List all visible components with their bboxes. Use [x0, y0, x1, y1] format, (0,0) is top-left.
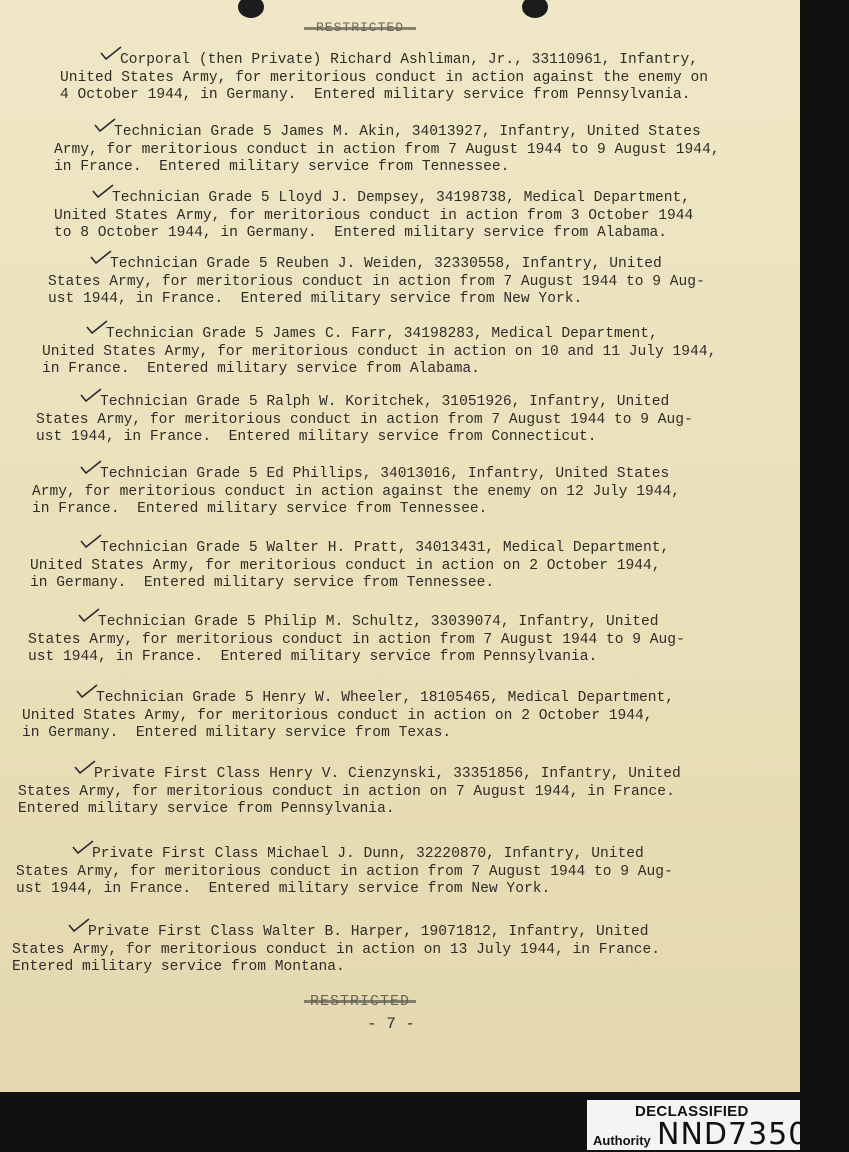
- citation-entry: [22, 690, 674, 743]
- citation-entry: [54, 124, 720, 177]
- citation-entry: [16, 846, 673, 899]
- page-number: - 7 -: [366, 1015, 415, 1033]
- citation-entry: [32, 466, 680, 519]
- classification-header: [308, 20, 412, 35]
- declassification-stamp: [587, 1100, 849, 1152]
- citation-line: to 8 October 1944, in Germany. Entered military service from Alabama.: [54, 225, 668, 242]
- check-mark-icon: [80, 460, 102, 474]
- citation-line: Technician Grade 5 Lloyd J. Dempsey, 34198738, Medical Department,: [112, 190, 691, 206]
- citation-line: Technician Grade 5 Ed Phillips, 34013016, Infantry, United States: [100, 466, 670, 482]
- punch-hole-right: [522, 0, 548, 18]
- check-mark-icon: [86, 320, 108, 334]
- citation-line: ust 1944, in France. Entered military service from Connecticut.: [36, 429, 597, 446]
- authority-label: Authority: [593, 1133, 651, 1148]
- classification-footer: [308, 993, 412, 1010]
- citation-line: United States Army, for meritorious conduct in action against the enemy on: [60, 69, 709, 86]
- citation-line: ust 1944, in France. Entered military service from New York.: [16, 881, 551, 898]
- punch-hole-left: [238, 0, 264, 18]
- check-mark-icon: [72, 840, 94, 854]
- strike-bar: [304, 1000, 416, 1003]
- citation-line: in Germany. Entered military service from Texas.: [22, 725, 452, 742]
- citation-line: ust 1944, in France. Entered military service from Pennsylvania.: [28, 649, 598, 666]
- citation-line: States Army, for meritorious conduct in action from 7 August 1944 to 9 Aug-: [28, 631, 685, 648]
- citation-line: States Army, for meritorious conduct in action from 7 August 1944 to 9 Aug-: [48, 273, 705, 290]
- citation-entry: [28, 614, 685, 667]
- citation-line: in France. Entered military service from Alabama.: [42, 361, 480, 378]
- check-mark-icon: [78, 608, 100, 622]
- citation-entry: [48, 256, 705, 309]
- check-mark-icon: [80, 388, 102, 402]
- citation-line: Private First Class Henry V. Cienzynski, 33351856, Infantry, United: [94, 766, 681, 782]
- declassified-title: DECLASSIFIED: [635, 1103, 749, 1120]
- citation-line: States Army, for meritorious conduct in action from 7 August 1944 to 9 Aug-: [36, 411, 693, 428]
- check-mark-icon: [92, 184, 114, 198]
- citation-line: United States Army, for meritorious conduct in action from 3 October 1944: [54, 207, 694, 224]
- citation-entry: [30, 540, 669, 593]
- citation-line: Private First Class Michael J. Dunn, 32220870, Infantry, United: [92, 846, 644, 862]
- citation-line: States Army, for meritorious conduct in action on 7 August 1944, in France.: [18, 783, 675, 800]
- citation-line: in France. Entered military service from Tennessee.: [32, 501, 488, 518]
- strike-bar: [304, 27, 416, 30]
- check-mark-icon: [90, 250, 112, 264]
- citation-line: Technician Grade 5 James C. Farr, 34198283, Medical Department,: [106, 326, 658, 342]
- citation-line: in Germany. Entered military service from Tennessee.: [30, 575, 495, 592]
- check-mark-icon: [68, 918, 90, 932]
- citation-line: Corporal (then Private) Richard Ashliman, Jr., 33110961, Infantry,: [120, 52, 699, 68]
- citation-entry: [42, 326, 716, 379]
- citation-entry: [60, 52, 708, 105]
- check-mark-icon: [94, 118, 116, 132]
- citation-entry: [18, 766, 681, 819]
- check-mark-icon: [76, 684, 98, 698]
- citation-line: United States Army, for meritorious conduct in action on 2 October 1944,: [30, 557, 661, 574]
- citation-line: Entered military service from Montana.: [12, 959, 345, 976]
- citation-entry: [36, 394, 693, 447]
- check-mark-icon: [80, 534, 102, 548]
- citation-line: Army, for meritorious conduct in action from 7 August 1944 to 9 August 1944,: [54, 141, 720, 158]
- citation-line: Entered military service from Pennsylvania.: [18, 801, 395, 818]
- citation-line: ust 1944, in France. Entered military service from New York.: [48, 291, 583, 308]
- citation-line: in France. Entered military service from Tennessee.: [54, 159, 510, 176]
- citation-line: 4 October 1944, in Germany. Entered military service from Pennsylvania.: [60, 87, 691, 104]
- citation-entry: [12, 924, 660, 977]
- check-mark-icon: [100, 46, 122, 60]
- citation-line: Technician Grade 5 Walter H. Pratt, 34013431, Medical Department,: [100, 540, 670, 556]
- citation-line: Technician Grade 5 Reuben J. Weiden, 32330558, Infantry, United: [110, 256, 662, 272]
- citation-line: Technician Grade 5 Philip M. Schultz, 33039074, Infantry, United: [98, 614, 659, 630]
- citation-line: Private First Class Walter B. Harper, 19071812, Infantry, United: [88, 924, 649, 940]
- check-mark-icon: [74, 760, 96, 774]
- citation-line: Technician Grade 5 Ralph W. Koritchek, 31051926, Infantry, United: [100, 394, 670, 410]
- citation-line: United States Army, for meritorious conduct in action on 10 and 11 July 1944,: [42, 343, 717, 360]
- authority-number: NND735017: [657, 1117, 849, 1152]
- citation-line: Technician Grade 5 James M. Akin, 34013927, Infantry, United States: [114, 124, 701, 140]
- citation-line: States Army, for meritorious conduct in action from 7 August 1944 to 9 Aug-: [16, 863, 673, 880]
- citation-line: Technician Grade 5 Henry W. Wheeler, 18105465, Medical Department,: [96, 690, 675, 706]
- citation-line: States Army, for meritorious conduct in action on 13 July 1944, in France.: [12, 941, 661, 958]
- citation-line: United States Army, for meritorious conduct in action on 2 October 1944,: [22, 707, 653, 724]
- citation-entry: [54, 190, 693, 243]
- citation-line: Army, for meritorious conduct in action against the enemy on 12 July 1944,: [32, 483, 681, 500]
